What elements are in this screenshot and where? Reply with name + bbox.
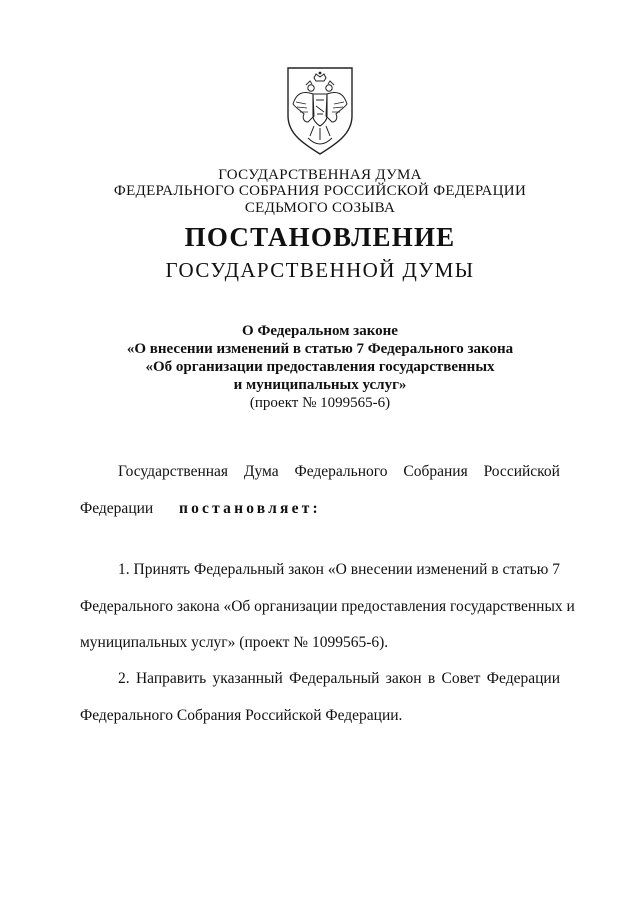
preamble-word: Государственная — [118, 463, 229, 480]
header-line-2: ФЕДЕРАЛЬНОГО СОБРАНИЯ РОССИЙСКОЙ ФЕДЕРАЦИИ — [113, 183, 527, 199]
bill-number: (проект № 1099565-6) — [249, 395, 391, 411]
preamble-line-1 — [118, 463, 560, 481]
document-subtitle: ГОСУДАРСТВЕННОЙ ДУМЫ — [165, 258, 475, 282]
resolves-word: постановляет: — [178, 500, 321, 517]
preamble-word: Российской — [483, 463, 560, 480]
item-2-line-2: Федерального Собрания Российской Федерации. — [80, 707, 403, 724]
preamble-federation: Федерации — [80, 500, 154, 517]
preamble-line-2 — [80, 500, 321, 518]
item-1-line-2: Федерального закона «Об организации предоставления государственных и — [80, 598, 575, 615]
item-1-line-3: муниципальных услуг» (проект № 1099565-6). — [80, 634, 389, 651]
item-1-line-1: 1. Принять Федеральный закон «О внесении изменений в статью 7 — [118, 561, 560, 578]
document-title: ПОСТАНОВЛЕНИЕ — [184, 222, 456, 252]
subject-line-4: и муниципальных услуг» — [233, 377, 407, 393]
subject-line-3: «Об организации предоставления государственных — [145, 359, 495, 375]
preamble-word: Федерального — [294, 463, 388, 480]
russian-coat-of-arms-icon — [284, 64, 356, 158]
preamble-word: Дума — [243, 463, 279, 480]
header-line-3: СЕДЬМОГО СОЗЫВА — [244, 200, 396, 216]
subject-line-2: «О внесении изменений в статью 7 Федерального закона — [126, 341, 514, 357]
subject-line-1: О Федеральном законе — [242, 323, 398, 339]
header-line-1: ГОСУДАРСТВЕННАЯ ДУМА — [218, 167, 422, 183]
item-2-line-1: 2. Направить указанный Федеральный закон в Совет Федерации — [118, 670, 560, 687]
preamble-word: Собрания — [403, 463, 468, 480]
